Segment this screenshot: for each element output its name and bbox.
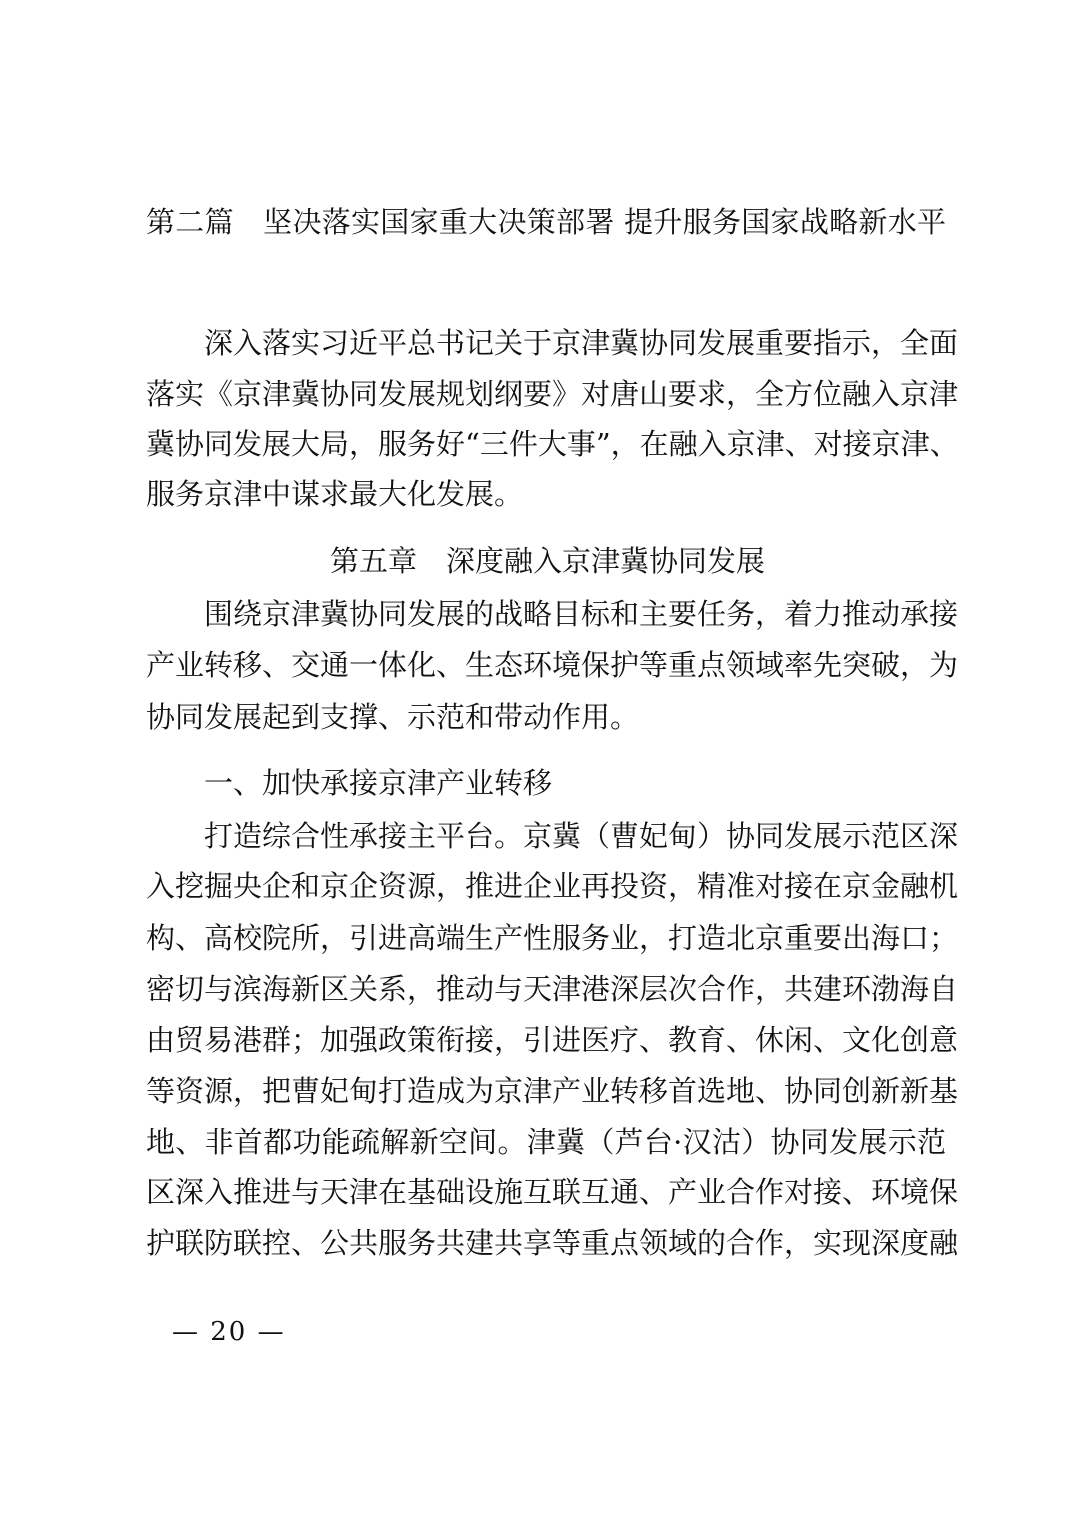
- chapter-title: 第五章 深度融入京津冀协同发展: [330, 544, 766, 578]
- chapter-paragraph-line: 围绕京津冀协同发展的战略目标和主要任务，着力推动承接: [204, 597, 959, 631]
- section-paragraph-line: 打造综合性承接主平台。京冀（曹妃甸）协同发展示范区深: [204, 819, 959, 853]
- page-number: — 20 —: [172, 1317, 286, 1347]
- intro-paragraph-line: 落实《京津冀协同发展规划纲要》对唐山要求，全方位融入京津: [146, 377, 959, 411]
- section-heading: 一、加快承接京津产业转移: [204, 766, 553, 800]
- intro-paragraph-line: 冀协同发展大局，服务好“三件大事”，在融入京津、对接京津、: [146, 427, 959, 461]
- section-paragraph-line: 构、高校院所，引进高端生产性服务业，打造北京重要出海口；: [146, 921, 959, 955]
- section-paragraph-line: 等资源，把曹妃甸打造成为京津产业转移首选地、协同创新新基: [146, 1074, 959, 1108]
- section-paragraph-line: 由贸易港群；加强政策衔接，引进医疗、教育、休闲、文化创意: [146, 1023, 959, 1057]
- section-paragraph-line: 地、非首都功能疏解新空间。津冀（芦台·汉沽）协同发展示范: [146, 1125, 946, 1159]
- section-paragraph-line: 密切与滨海新区关系，推动与天津港深层次合作，共建环渤海自: [146, 972, 959, 1006]
- chapter-paragraph-line: 协同发展起到支撑、示范和带动作用。: [146, 700, 640, 734]
- part-title: 第二篇 坚决落实国家重大决策部署 提升服务国家战略新水平: [146, 205, 946, 239]
- section-paragraph-line: 区深入推进与天津在基础设施互联互通、产业合作对接、环境保: [146, 1175, 959, 1209]
- section-paragraph-line: 护联防联控、公共服务共建共享等重点领域的合作，实现深度融: [146, 1226, 959, 1260]
- intro-paragraph-line: 深入落实习近平总书记关于京津冀协同发展重要指示，全面: [204, 326, 959, 360]
- intro-paragraph-line: 服务京津中谋求最大化发展。: [146, 477, 524, 511]
- section-paragraph-line: 入挖掘央企和京企资源，推进企业再投资，精准对接在京金融机: [146, 869, 959, 903]
- chapter-paragraph-line: 产业转移、交通一体化、生态环境保护等重点领域率先突破，为: [146, 648, 959, 682]
